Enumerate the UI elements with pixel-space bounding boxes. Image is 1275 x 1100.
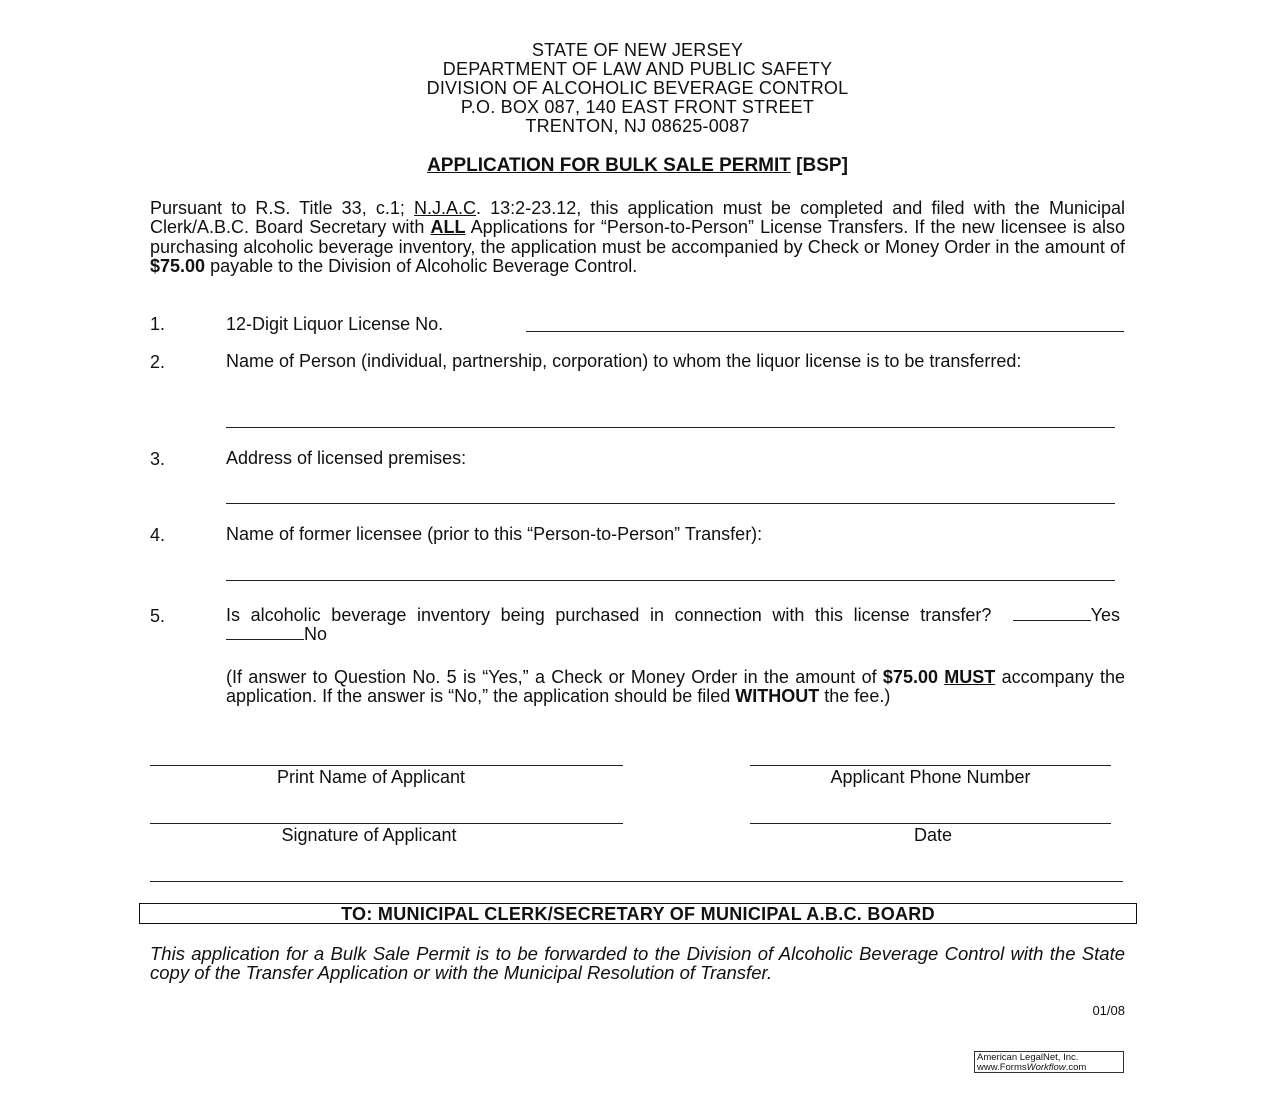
- without-emphasis: WITHOUT: [735, 686, 820, 707]
- must-emphasis: MUST: [944, 667, 996, 687]
- publisher-name: American LegalNet, Inc.: [977, 1052, 1079, 1063]
- agency-department: DEPARTMENT OF LAW AND PUBLIC SAFETY: [442, 59, 833, 79]
- signature-field[interactable]: [150, 823, 623, 824]
- print-name-field[interactable]: [150, 765, 623, 766]
- form-title-main: APPLICATION FOR BULK SALE PERMIT: [427, 155, 791, 176]
- revision-date: 01/08: [1092, 1003, 1125, 1018]
- agency-state: STATE OF NEW JERSEY: [531, 40, 744, 60]
- item-4-number: 4.: [150, 525, 166, 545]
- note-fee-amount: $75.00: [882, 667, 938, 687]
- phone-field[interactable]: [750, 765, 1111, 766]
- item-3-label: Address of licensed premises:: [226, 448, 467, 468]
- njac-reference: N.J.A.C: [414, 198, 477, 218]
- item-4-label: Name of former licensee (prior to this “Person-to-Person” Transfer):: [226, 524, 763, 544]
- intro-paragraph: Pursuant to R.S. Title 33, c.1; N.J.A.C. 13:2-23.12, this application must be completed and filed with the Municipal Clerk/A.B.C. Board Secretary with ALL Applications for “Person-to-Person” License Transfers. If the new licensee is also purchasing alcoholic beverage inventory, the application must be accompanied by Check or Money Order in the amount of $75.00 payable to the Division of Alcoholic Beverage Control.: [150, 198, 1126, 276]
- fee-note: (If answer to Question No. 5 is “Yes,” a Check or Money Order in the amount of $75.00 MUST accompany the application. If the answer is “No,” the application should be filed WITHOUT the fee.): [226, 667, 1125, 707]
- former-licensee-field[interactable]: [226, 580, 1115, 581]
- item-5-number: 5.: [150, 606, 166, 626]
- agency-city: TRENTON, NJ 08625-0087: [525, 116, 750, 136]
- item-2-label: Name of Person (individual, partnership, corporation) to whom the liquor license is to be transferred:: [226, 351, 1022, 371]
- license-number-field[interactable]: [526, 331, 1124, 332]
- inventory-no-field[interactable]: [226, 625, 304, 640]
- item-3-number: 3.: [150, 449, 166, 469]
- all-emphasis: ALL: [430, 217, 466, 238]
- date-label: Date: [913, 825, 953, 845]
- date-field[interactable]: [750, 823, 1111, 824]
- publisher-url: www.FormsWorkflow.com: [977, 1062, 1087, 1073]
- premises-address-field[interactable]: [226, 503, 1115, 504]
- agency-division: DIVISION OF ALCOHOLIC BEVERAGE CONTROL: [426, 78, 849, 98]
- separator-line: [150, 881, 1123, 882]
- agency-address: P.O. BOX 087, 140 EAST FRONT STREET: [460, 97, 815, 117]
- item-5-question: Is alcoholic beverage inventory being purchased in connection with this license transfer?: [226, 605, 992, 625]
- recipient-box: TO: MUNICIPAL CLERK/SECRETARY OF MUNICIPAL A.B.C. BOARD: [139, 903, 1137, 924]
- item-2-number: 2.: [150, 352, 166, 372]
- no-label: No: [304, 624, 328, 645]
- phone-label: Applicant Phone Number: [830, 767, 1031, 787]
- publisher-stamp: [974, 1051, 1124, 1073]
- form-title-code: [BSP]: [796, 155, 848, 176]
- item-5-label: [226, 606, 1125, 645]
- forward-note: This application for a Bulk Sale Permit is to be forwarded to the Division of Alcoholic Beverage Control with the State copy of the Transfer Application or with the Municipal Resolution of Transfer.: [150, 943, 1125, 984]
- yes-label: Yes: [1090, 605, 1120, 625]
- transferee-name-field[interactable]: [226, 427, 1115, 428]
- form-title: [0, 155, 1275, 177]
- print-name-label: Print Name of Applicant: [276, 767, 466, 787]
- item-1-number: 1.: [150, 314, 166, 334]
- fee-amount: $75.00: [150, 255, 206, 276]
- signature-label: Signature of Applicant: [281, 825, 457, 845]
- item-1-label: 12-Digit Liquor License No.: [226, 314, 444, 334]
- inventory-yes-field[interactable]: [1013, 606, 1091, 621]
